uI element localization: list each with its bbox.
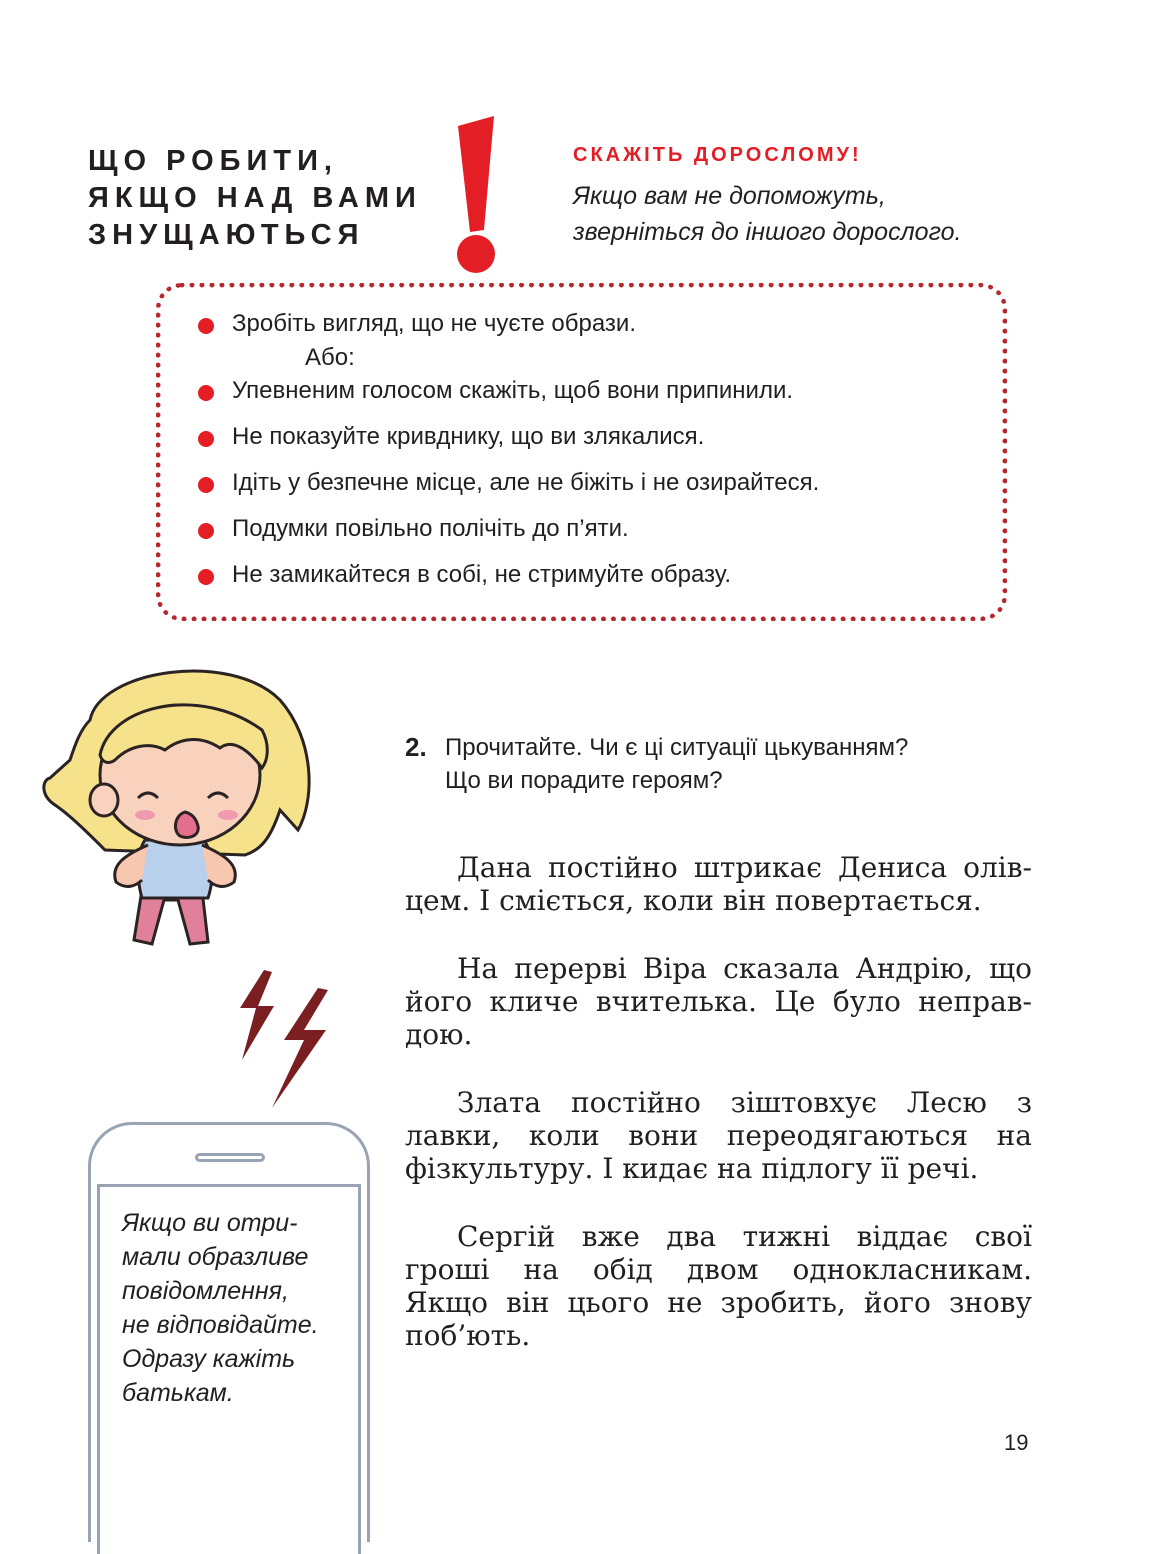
story-paragraph [405,1220,1032,1352]
tip-title: СКАЖІТЬ ДОРОСЛОМУ! [573,144,862,166]
story-line: його кличе вчителька. Це було неправ- [405,985,1032,1018]
story-line: лавки, коли вони переодягаються на [405,1119,1032,1152]
exclamation-mark-icon [446,112,502,280]
story-line: гроші на обід двом однокласникам. [405,1253,1032,1286]
task-number: 2. [405,732,427,762]
advice-item: Не показуйте кривднику, що ви злякалися. [232,423,705,450]
story-line: Якщо він цього не зробить, його знову [405,1286,1032,1319]
phone-note-line: Якщо ви отри- [122,1209,298,1237]
story-line: дою. [405,1018,473,1051]
heading-line: ЯКЩО НАД ВАМИ [88,182,422,214]
story-paragraph [405,1086,1032,1185]
advice-or-label: Або: [305,344,355,371]
advice-item: Ідіть у безпечне місце, але не біжіть і не озирайтеся. [232,469,820,496]
tip-line: Якщо вам не допоможуть, [573,182,886,210]
bullet-dot [198,569,214,585]
story-line: Дана постійно штрикає Дениса олів- [457,851,1032,884]
bullet-dot [198,523,214,539]
bullet-dot [198,385,214,401]
bullet-dot [198,318,214,334]
story-line: На перерві Віра сказала Андрію, що [457,952,1032,985]
advice-item: Подумки повільно полічіть до п’яти. [232,515,629,542]
story-line: Сергій вже два тижні віддає свої [457,1220,1032,1253]
advice-item: Упевненим голосом скажіть, щоб вони припинили. [232,377,794,404]
phone-note-line: батькам. [122,1379,234,1407]
story-line: поб’ють. [405,1319,531,1352]
heading-line: ЗНУЩАЮТЬСЯ [88,219,365,251]
phone-note-line: Одразу кажіть [122,1345,296,1373]
page-number: 19 [1004,1430,1029,1455]
tip-text [573,178,1043,250]
phone-note-line: не відповідайте. [122,1311,319,1339]
bullet-dot [198,431,214,447]
story-line: цем. І сміється, коли він повертається. [405,884,982,917]
phone-note-line: повідомлення, [122,1277,289,1305]
section-heading [88,143,448,254]
story-paragraph [405,851,1032,917]
task-line: Прочитайте. Чи є ці ситуації цькуванням? [445,734,909,761]
phone-speaker [195,1153,265,1162]
story-line: Злата постійно зіштовхує Лесю з [457,1086,1032,1119]
advice-item: Зробіть вигляд, що не чуєте образи. [232,310,637,337]
lightning-icon [232,968,332,1113]
phone-note [122,1206,362,1410]
tip-line: зверніться до іншого дорослого. [573,218,962,246]
story-line: фізкультуру. І кидає на підлогу її речі. [405,1152,979,1185]
girl-illustration [30,650,320,960]
bullet-dot [198,477,214,493]
heading-line: ЩО РОБИТИ, [88,145,338,177]
advice-item: Не замикайтеся в собі, не стримуйте образу. [232,561,732,588]
task-line: Що ви порадите героям? [445,767,723,794]
phone-note-line: мали образливе [122,1243,309,1271]
story-paragraph [405,952,1032,1051]
